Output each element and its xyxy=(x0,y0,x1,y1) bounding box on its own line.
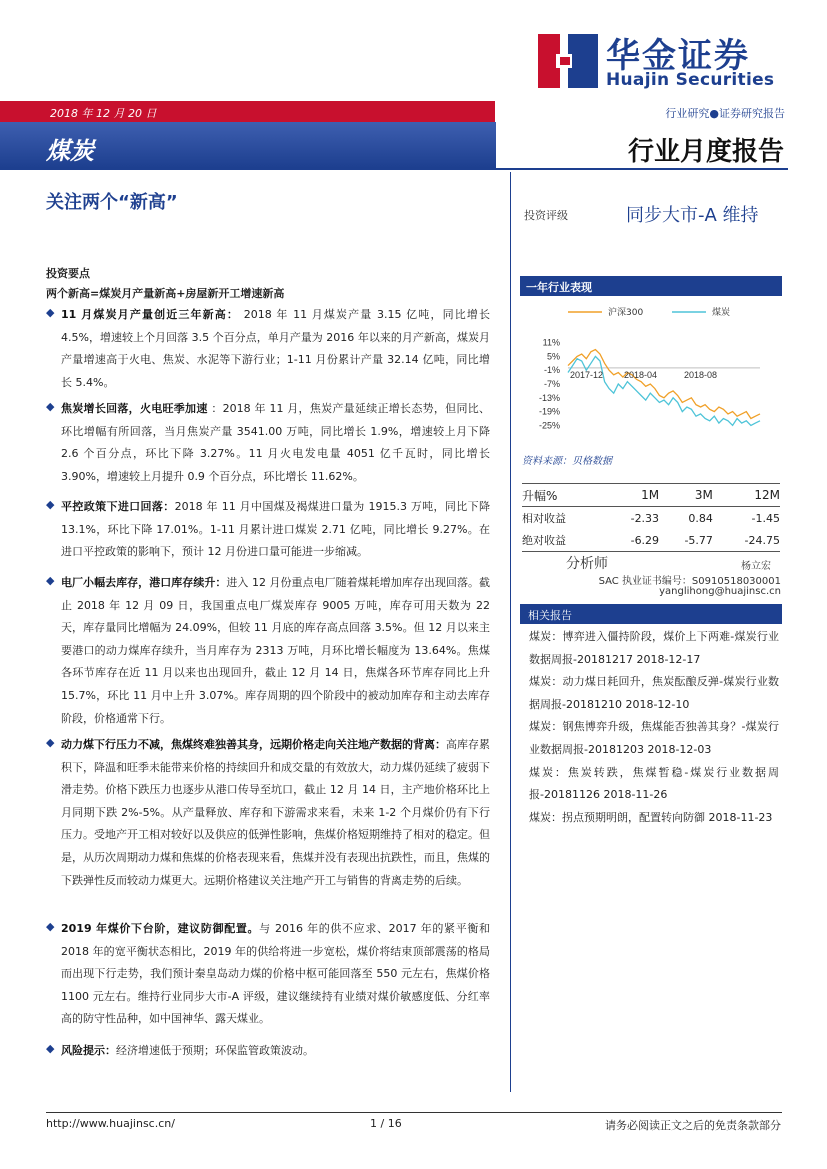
y-tick-label: -13% xyxy=(538,392,560,403)
legend-label: 煤炭 xyxy=(712,308,731,318)
report-headline: 关注两个“新高” xyxy=(46,192,178,213)
bullet-text: 经济增速低于预期；环保监管政策波动。 xyxy=(116,1044,314,1057)
summary-bullet xyxy=(46,1040,490,1063)
related-item[interactable]: 煤炭：博弈进入僵持阶段，煤价上下两难-煤炭行业数据周报-20181217 2018-12-17 xyxy=(529,630,779,666)
bullet-text: 与 2016 年的供不应求、2017 年的紧平衡和 2018 年的宽平衡状态相比，2019 年的供给将进一步宽松，煤价将结束顶部震荡的格局而出现下行走势，我们预计秦皇岛动力煤的价格中枢可能回落至 550 元左右，焦煤价格 1100 元左右。维持行业同步大市-A 评级，建议继续持有业绩对煤价敏感度低、分红率高的防守性品种，如中国神华、露天煤业。 xyxy=(61,922,490,1026)
bullet-lead: 电厂小幅去库存，港口库存续升： xyxy=(61,576,227,589)
performance-header xyxy=(520,276,782,296)
table-cell: -5.77 xyxy=(659,529,713,552)
footer-url[interactable]: http://www.huajinsc.cn/ xyxy=(46,1117,175,1130)
diamond-icon: ◆ xyxy=(46,920,55,933)
diamond-icon: ◆ xyxy=(46,1042,55,1055)
y-tick-label: -1% xyxy=(543,365,560,376)
bullet-lead: 平控政策下进口回落： xyxy=(61,500,175,513)
summary-title: 投资要点 xyxy=(46,267,90,280)
series-line-煤炭 xyxy=(568,356,760,425)
related-item[interactable]: 煤炭：拐点预期明朗，配置转向防御 2018-11-23 xyxy=(529,810,773,824)
related-item[interactable]: 煤炭：动力煤日耗回升，焦炭酝酿反弹-煤炭行业数据周报-20181210 2018-12-10 xyxy=(529,675,779,711)
y-tick-label: 5% xyxy=(546,351,560,362)
header-divider xyxy=(0,168,788,170)
table-cell: -24.75 xyxy=(713,529,780,552)
bullet-lead: 焦炭增长回落，火电旺季加速 xyxy=(61,402,208,415)
related-item[interactable]: 煤炭：钢焦博弈升级，焦煤能否独善其身？-煤炭行业数据周报-20181203 2018-12-03 xyxy=(529,720,779,756)
analyst-label: 分析师 xyxy=(566,556,608,572)
bullet-text: 高库存累积下，降温和旺季未能带来价格的持续回升和成交量的有效放大，动力煤仍延续了疲弱下滑走势。价格下跌压力也逐步从港口传导至坑口，截止 12 月 14 日，主产地价格环比上月同期下跌 2%-5%。从产量释放、库存和下游需求来看，未来 1-2 个月煤价仍有下行压力。受地产开工相对较好以及供应的低弹性影响，焦煤价格短期维持了相对的稳定。但是，从历次周期动力煤和焦煤的价格表现来看，焦煤并没有表现出抗跌性，而且，焦煤的下跌弹性反而较动力煤更大。远期价格建议关注地产开工与销售的背离走势的后续。 xyxy=(61,738,490,887)
footer-disclaimer: 请务必阅读正文之后的免责条款部分 xyxy=(605,1119,781,1132)
industry-name: 煤炭 xyxy=(46,137,94,165)
table-header-cell: 升幅% xyxy=(522,484,605,507)
summary-bullet xyxy=(46,398,490,488)
table-header-cell: 12M xyxy=(713,484,780,507)
bullet-text: 2018 年 11 月煤炭产量 3.15 亿吨，同比增长 4.5%，增速较上个月回落 3.5 个百分点，单月产量为 2016 年以来的月产新高，煤炭月产量增速高于火电、焦炭、水泥等下游行业；1-11 月份累计产量 32.14 亿吨，同比增长 5.4%。 xyxy=(61,308,490,389)
table-header-cell: 3M xyxy=(659,484,713,507)
performance-chart xyxy=(520,300,782,446)
bullet-lead: 风险提示： xyxy=(61,1044,116,1057)
table-cell: -1.45 xyxy=(751,511,780,525)
related-title: 相关报告 xyxy=(528,609,572,622)
related-item[interactable]: 煤炭：焦炭转跌，焦煤暂稳-煤炭行业数据周报-20181126 2018-11-26 xyxy=(529,765,779,802)
x-tick-label: 2018-08 xyxy=(684,369,718,380)
row-label: 绝对收益 xyxy=(522,529,605,552)
company-name-cn: 华金证券 xyxy=(606,36,750,76)
summary-bullet xyxy=(46,496,490,564)
company-name-en: Huajin Securities xyxy=(606,70,775,90)
bullet-lead: 11 月煤炭月产量创近三年新高： xyxy=(61,308,240,321)
y-tick-label: -7% xyxy=(543,379,560,389)
x-tick-label: 2018-04 xyxy=(624,369,658,380)
table-cell: 0.84 xyxy=(688,511,713,525)
summary-bullet xyxy=(46,734,490,892)
bullet-text: 进入 12 月份重点电厂随着煤耗增加库存出现回落。截止 2018 年 12 月 09 日，我国重点电厂煤炭库存 9005 万吨，库存可用天数为 22 天，库存量同比增幅为 24.09%，但较 11 月底的库存高点回落 3.5%。但 12 月以来主要港口的动力煤库存续升，当月库存为 2313 万吨，月环比增长幅度为 13.64%。焦煤各环节库存在近 11 月以来也出现回升，截止 12 月 14 日，焦煤各环节库存同比上升 15.7%，环比 11 月中上升 3.07%。库存周期的四个阶段中的被动加库存和主动去库存阶段，价格通常下行。 xyxy=(61,576,491,725)
related-list xyxy=(529,626,779,829)
summary-bullet xyxy=(46,918,490,1031)
table-cell: -2.33 xyxy=(630,511,660,525)
performance-table xyxy=(522,483,780,552)
bullet-text: 2018 年 11 月中国煤及褐煤进口量为 1915.3 万吨，同比下降 13.1%，环比下降 17.01%。1-11 月累计进口煤炭 2.71 亿吨，同比增长 9.27%。在进口平控政策的影响下，预计 12 月份进口量可能进一步缩减。 xyxy=(61,500,491,559)
diamond-icon: ◆ xyxy=(46,400,55,413)
report-type: 行业月度报告 xyxy=(628,137,785,167)
x-tick-label: 2017-12 xyxy=(570,369,604,380)
summary-bullet xyxy=(46,304,490,394)
y-tick-label: -25% xyxy=(538,420,560,431)
bullet-lead: 2019 年煤价下台阶，建议防御配置。 xyxy=(61,922,260,935)
row-label: 相对收益 xyxy=(522,512,566,525)
series-line-沪深300 xyxy=(568,350,760,419)
analyst-name: 杨立宏 xyxy=(741,561,771,572)
bullet-text: ：2018 年 11 月，焦炭产量延续正增长态势，但同比、环比增幅有所回落，当月焦炭产量 3541.00 万吨，同比增长 1.9%，增速较上月下降 2.6 个百分点，环比下降 3.27%。11 月火电发电量 4051 亿千瓦时，同比增长 3.90%，增速较上月提升 0.9 个百分点，环比增长 11.62%。 xyxy=(61,402,491,483)
table-header-row xyxy=(522,484,780,507)
table-header-cell: 1M xyxy=(605,484,659,507)
diamond-icon: ◆ xyxy=(46,574,55,587)
analyst-email[interactable]: yanglihong@huajinsc.cn xyxy=(659,586,781,597)
industry-bar xyxy=(0,122,496,168)
diamond-icon: ◆ xyxy=(46,306,55,319)
related-header xyxy=(520,604,782,624)
chart-source: 资料来源：贝格数据 xyxy=(522,456,612,467)
performance-title: 一年行业表现 xyxy=(526,281,592,294)
footer-divider xyxy=(46,1112,782,1113)
diamond-icon: ◆ xyxy=(46,498,55,511)
diamond-icon: ◆ xyxy=(46,736,55,749)
report-date: 2018 年 12 月 20 日 xyxy=(50,107,157,120)
summary-subtitle: 两个新高=煤炭月产量新高+房屋新开工增速新高 xyxy=(46,287,285,300)
legend-label: 沪深300 xyxy=(608,308,644,318)
date-bar xyxy=(0,101,495,122)
column-divider xyxy=(510,172,511,1092)
y-tick-label: -19% xyxy=(538,406,560,417)
huajin-logo-icon xyxy=(538,34,598,88)
summary-bullet xyxy=(46,572,490,730)
page-number: 1 / 16 xyxy=(370,1117,402,1130)
doc-type: 行业研究●证券研究报告 xyxy=(665,107,785,120)
table-row xyxy=(522,529,780,552)
rating-value: 同步大市-A 维持 xyxy=(626,205,759,226)
y-tick-label: 11% xyxy=(542,337,560,348)
rating-label: 投资评级 xyxy=(524,209,568,222)
table-cell: -6.29 xyxy=(605,529,659,552)
table-row xyxy=(522,507,780,530)
sac-number: SAC 执业证书编号：S0910518030001 xyxy=(598,576,781,587)
bullet-lead: 动力煤下行压力不减，焦煤终难独善其身，远期价格走向关注地产数据的背离： xyxy=(61,738,446,751)
